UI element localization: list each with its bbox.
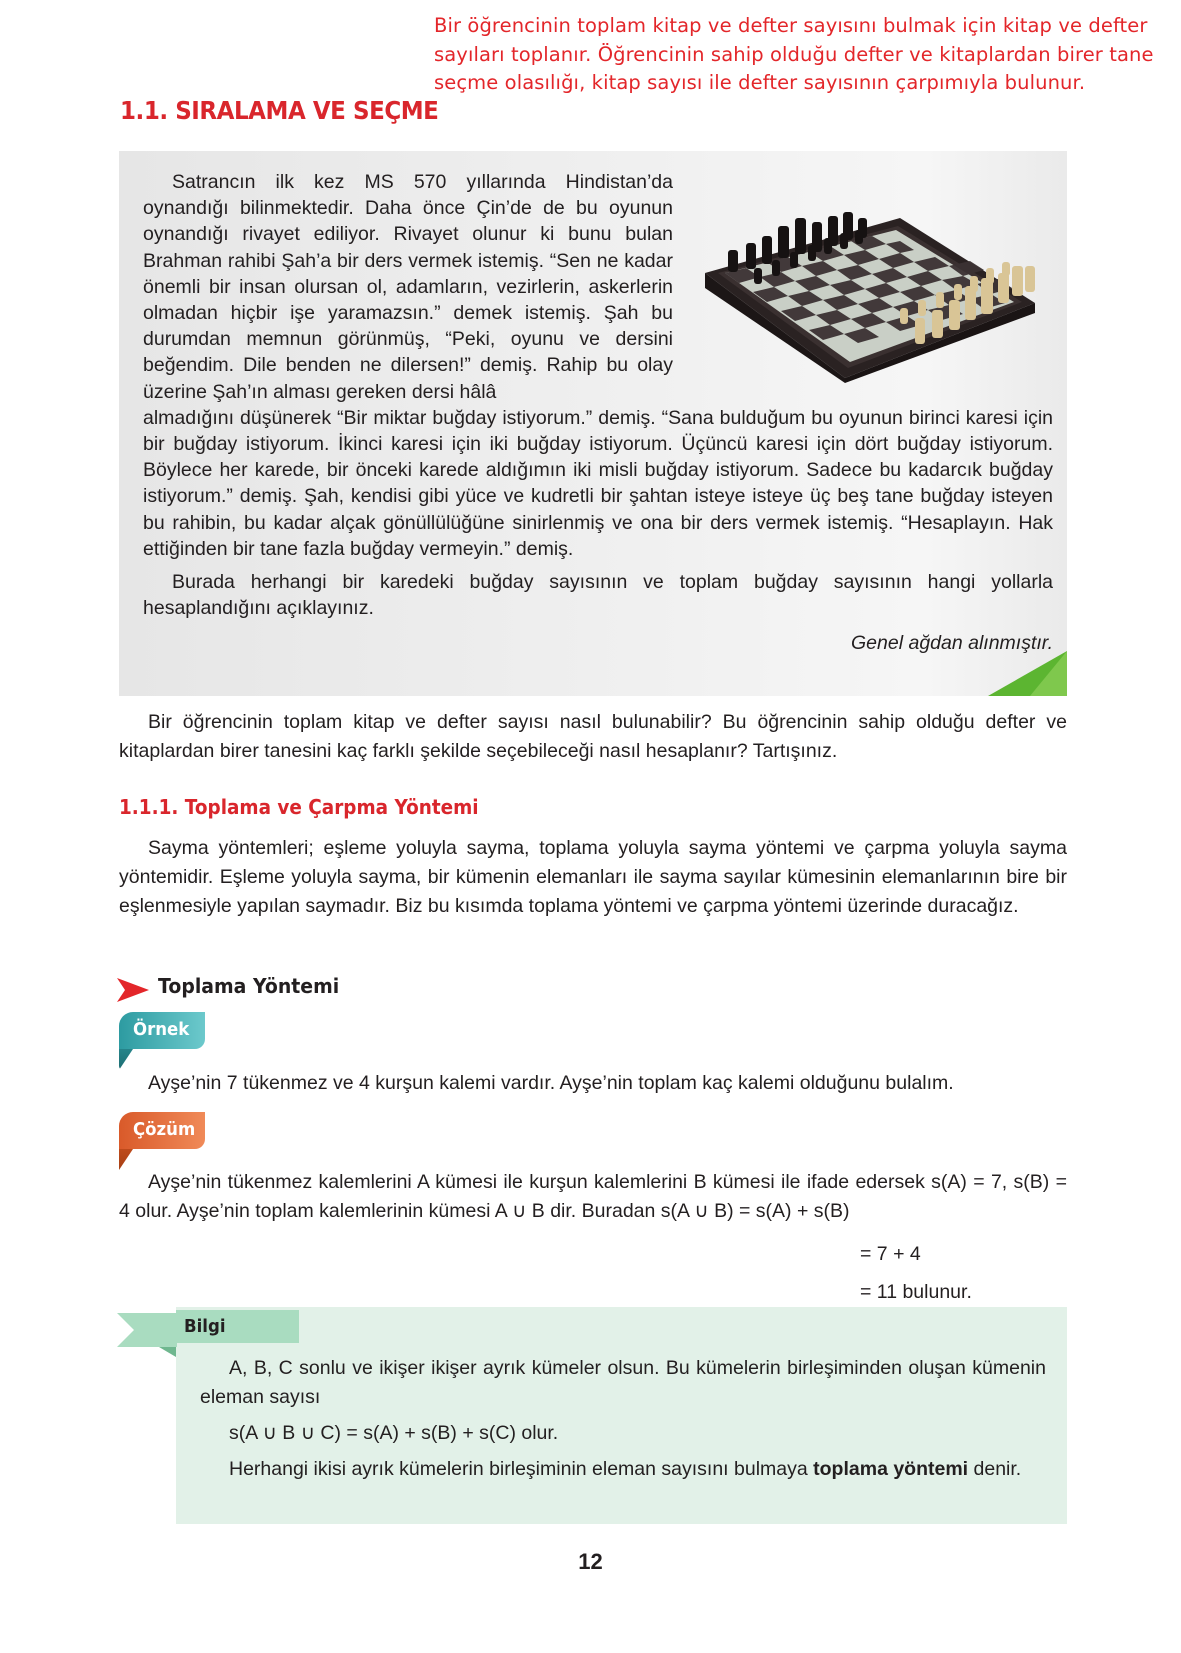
story-question: Burada herhangi bir karedeki buğday sayısının ve toplam buğday sayısının hangi yollarla hesaplandığını açıklayınız. [143,571,1053,620]
solution-text: Ayşe’nin tükenmez kalemlerini A kümesi ile kurşun kalemlerini B kümesi ile ifade edersek s(A) = 7, s(B) = 4 olur. Ayşe’nin toplam kalemlerinin kümesi A ∪ B dir. Buradan s(A ∪ B) = s(A) + s(B) [119,1171,1067,1222]
solution-step-2: = 11 bulunur. [860,1281,972,1303]
info-line-3-bold: toplama yöntemi [813,1458,969,1480]
info-ribbon-notch [117,1313,134,1347]
solution-tag-label: Çözüm [133,1119,196,1140]
info-text [200,1354,1046,1491]
info-ribbon-fold [159,1347,176,1357]
info-line-3 [200,1455,1046,1484]
story-paragraph-wide: almadığını düşünerek “Bir miktar buğday istiyorum.” demiş. “Sana bulduğum bu oyunun birinci karesi için bir buğday istiyorum. İkinci karesi için iki buğday istiyorum. Üçüncü karesi için dört buğday istiyorum. Böylece her karede, bir önceki karede aldığımın iki misli buğday istiyorum. Sadece bu kadarcık buğday istiyorum.” demiş. Şah, kendisi gibi yüce ve kudretli bir şahtan isteye isteye üç beş tane buğday isteyen bu rahibin, bu kadar alçak gönüllülüğüne sinirlenmiş ve ona bir ders vermek istemiş. “Hesaplayın. Hak ettiğinden bir tane fazla buğday vermeyin.” demiş. [143,406,1053,560]
story-text [143,169,1053,621]
section-title: 1.1.1. Toplama ve Çarpma Yöntemi [119,795,479,819]
solution-step-1: = 7 + 4 [860,1243,921,1265]
page-curl-highlight [1030,651,1067,696]
info-line-3-prefix: Herhangi ikisi ayrık kümelerin birleşiminin eleman sayısını bulmaya [229,1458,814,1480]
method-heading: Toplama Yöntemi [158,974,340,998]
solution-paragraph [119,1168,1067,1226]
info-line-3-suffix: denir. [968,1458,1022,1480]
arrow-right-icon [117,978,149,1002]
info-tag [176,1310,299,1343]
story-paragraph-narrow: Satrancın ilk kez MS 570 yıllarında Hindistan’da oynandığı bilinmektedir. Daha önce Çin’de de bu oyunun oynandığı rivayet ediliyor. Rivayet olunur ki bunu bulan Brahman rahibi Şah’a bir ders vermek istemiş. “Sen ne kadar önemli bir insan olursan ol, adamların, vezirlerin, askerlerin olmadan hiçbir işe yaramazsın.” demek istemiş. Şah bu durumdan memnun görünmüş, “Peki, oyunu ve dersini beğendim. Dile benden ne dilersen!” demiş. Rahip bu olay üzerine Şah’ın alması gereken dersi hâlâ [143,171,673,403]
discussion-text: Bir öğrencinin toplam kitap ve defter sayısı nasıl bulunabilir? Bu öğrencinin sahip olduğu defter ve kitaplardan birer tanesini kaç farklı şekilde seçebileceği nasıl hesaplanır? Tartışınız. [119,711,1067,762]
methods-paragraph [119,834,1067,921]
info-ribbon [134,1313,177,1347]
methods-text: Sayma yöntemleri; eşleme yoluyla sayma, toplama yoluyla sayma yöntemi ve çarpma yoluyla sayma yöntemidir. Eşleme yoluyla sayma, bir kümenin elemanları ile sayma sayılar kümesinin elemanlarının bire bir eşlenmesiyle yapılan saymadır. Biz bu kısımda toplama yöntemi ve çarpma yöntemi üzerinde duracağız. [119,837,1067,917]
annotation-note: Bir öğrencinin toplam kitap ve defter sayısını bulmak için kitap ve defter sayıları toplanır. Öğrencinin sahip olduğu defter ve kitaplardan birer tane seçme olasılığı, kitap sayısı ile defter sayısının çarpımıyla bulunur. [434,14,1154,94]
info-formula: s(A ∪ B ∪ C) = s(A) + s(B) + s(C) olur. [229,1422,559,1444]
solution-tag [119,1112,205,1149]
example-tag [119,1012,205,1049]
info-line-1: A, B, C sonlu ve ikişer ikişer ayrık kümeler olsun. Bu kümelerin birleşiminden oluşan kümenin eleman sayısı [200,1357,1046,1408]
source-credit: Genel ağdan alınmıştır. [851,632,1053,654]
discussion-paragraph [119,708,1067,766]
example-text: Ayşe’nin 7 tükenmez ve 4 kurşun kalemi vardır. Ayşe’nin toplam kaç kalemi olduğunu bulalım. [148,1072,954,1094]
page-number: 12 [578,1549,603,1574]
info-tag-label: Bilgi [184,1316,226,1337]
example-tag-label: Örnek [133,1019,190,1040]
chapter-title: 1.1. SIRALAMA VE SEÇME [120,96,439,125]
